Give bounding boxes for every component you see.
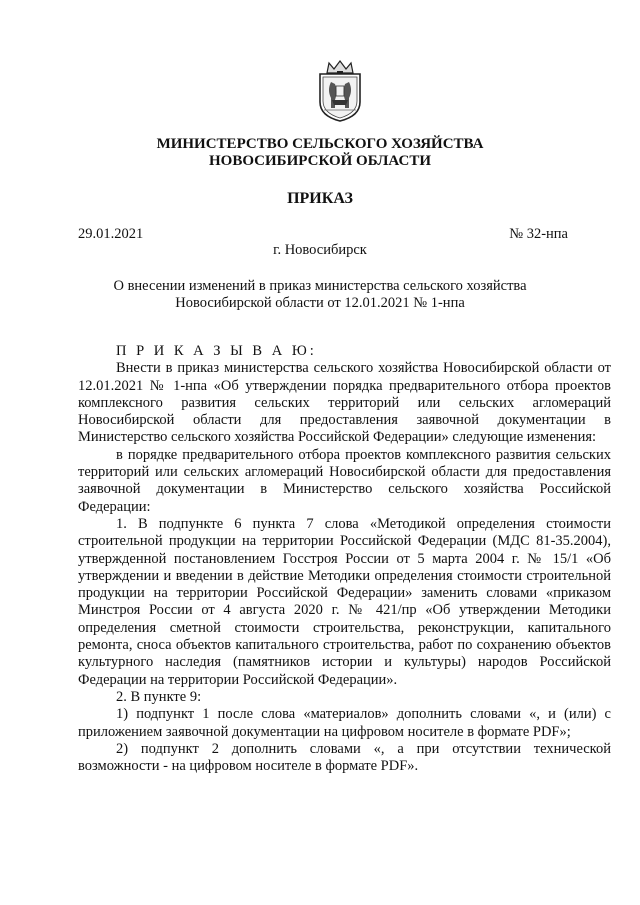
subject-line-1: О внесении изменений в приказ министерства сельского хозяйства — [113, 278, 527, 294]
paragraph-4: 2. В пункте 9: — [116, 688, 202, 705]
document-body — [78, 343, 611, 775]
paragraph-3: 1. В подпункте 6 пункта 7 слова «Методикой определения стоимости строительной продукции на территории Российской Федерации (МДС 81-35.2004), утвержденной постановлением Госстроя России от 5 марта 2004 г. № 15/1 «Об утверждении и введении в действие Методики определения стоимости строительной продукции на территории Российской Федерации» заменить словами «приказом Минстроя России от 4 августа 2020 г. № 421/пр «Об утверждении Методики определения сметной стоимости строительства, реконструкции, капитального ремонта, сноса объектов капитального строительства, работ по сохранению объектов культурного наследия (памятников истории и культуры) народов Российской Федерации на территории Российской Федерации». — [78, 515, 611, 688]
document-date: 29.01.2021 — [78, 226, 144, 242]
ministry-line-2: НОВОСИБИРСКОЙ ОБЛАСТИ — [208, 153, 432, 169]
document-number: № 32-нпа — [509, 226, 568, 242]
order-word: П Р И К А З Ы В А Ю: — [116, 343, 317, 359]
paragraph-5: 1) подпункт 1 после слова «материалов» дополнить словами «, и (или) с приложением заявочной документации на цифровом носителе в формате PDF»; — [78, 706, 611, 740]
document-type: ПРИКАЗ — [287, 190, 353, 207]
ministry-line-1: МИНИСТЕРСТВО СЕЛЬСКОГО ХОЗЯЙСТВА — [156, 136, 484, 152]
document-subject — [0, 278, 640, 312]
ministry-name — [0, 136, 640, 170]
paragraph-6: 2) подпункт 2 дополнить словами «, а при отсутствии технической возможности - на цифровом носителе в формате PDF». — [78, 740, 611, 775]
paragraph-2: в порядке предварительного отбора проектов комплексного развития сельских территорий или сельских агломераций Новосибирской области для предоставления заявочной документации в Министерство сельского хозяйства Российской Федерации: — [78, 446, 611, 515]
document-city: г. Новосибирск — [273, 242, 367, 258]
paragraph-1: Внести в приказ министерства сельского хозяйства Новосибирской области от 12.01.2021 № 1-нпа «Об утверждении порядка предварительного отбора проектов комплексного развития сельских территорий или сельских агломераций Новосибирской области для предоставления заявочной документации в Министерство сельского хозяйства Российской Федерации» следующие изменения: — [78, 360, 611, 446]
subject-line-2: Новосибирской области от 12.01.2021 № 1-нпа — [175, 295, 465, 311]
coat-of-arms-icon — [317, 60, 363, 122]
